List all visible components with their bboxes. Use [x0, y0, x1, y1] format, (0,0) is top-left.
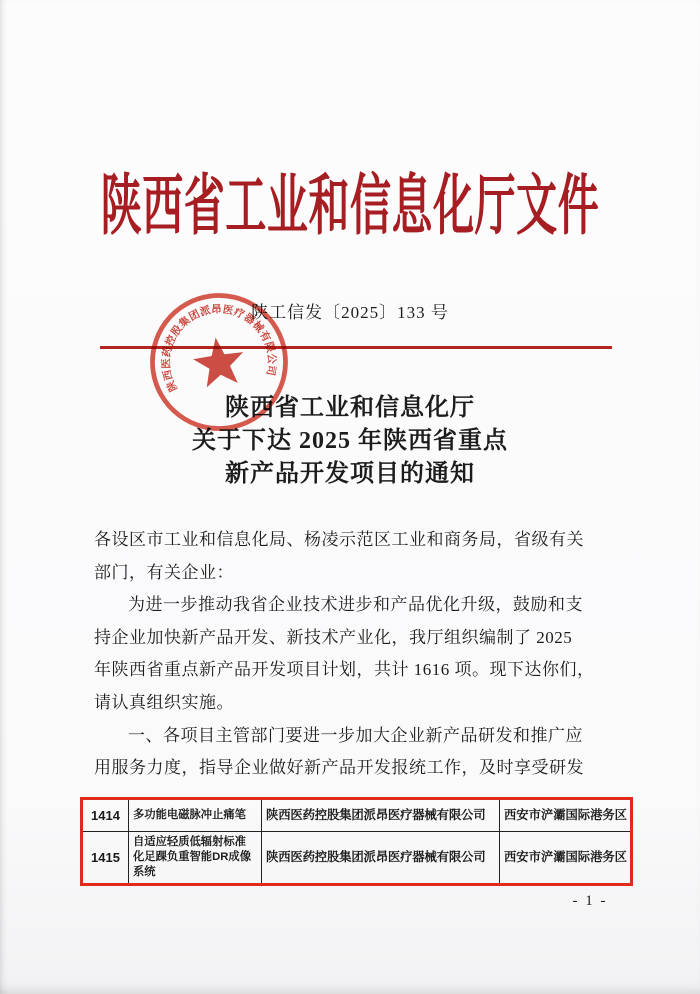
- project-name-cell: 多功能电磁脉冲止痛笔: [129, 799, 262, 832]
- seal-arc-text: 陕西医药控股集团派昂医疗器械有限公司: [161, 304, 277, 393]
- highlighted-projects-table: [80, 797, 633, 886]
- district-cell: 西安市浐灞国际港务区: [500, 832, 632, 885]
- notice-title-line1: 陕西省工业和信息化厅: [225, 395, 475, 421]
- company-name-cell: 陕西医药控股集团派昂医疗器械有限公司: [262, 832, 500, 885]
- notice-title-line3: 新产品开发项目的通知: [225, 461, 475, 487]
- body-line: 各设区市工业和信息化局、杨凌示范区工业和商务局，省级有关: [94, 530, 584, 549]
- notice-body: [94, 524, 610, 785]
- body-line: 年陕西省重点新产品开发项目计划，共计 1616 项。现下达你们，: [94, 660, 595, 680]
- project-id-cell: 1414: [82, 799, 129, 832]
- body-line: 请认真组织实施。: [94, 692, 234, 712]
- body-line: 为进一步推动我省企业技术进步和产品优化升级，鼓励和支: [128, 595, 583, 615]
- body-line: 一、各项目主管部门要进一步加大企业新产品研发和推广应: [128, 725, 583, 745]
- table-row: [82, 832, 632, 885]
- document-number: 陕工信发〔2025〕133 号: [251, 303, 449, 322]
- notice-title-line2: 关于下达 2025 年陕西省重点: [192, 428, 508, 454]
- company-name-cell: 陕西医药控股集团派昂医疗器械有限公司: [262, 799, 500, 832]
- official-seal: [143, 286, 295, 438]
- letterhead-title: 陕西省工业和信息化厅文件: [100, 170, 600, 243]
- project-id-cell: 1415: [82, 832, 129, 885]
- body-line: 持企业加快新产品开发、新技术产业化，我厅组织编制了 2025: [94, 627, 573, 647]
- page-number: - 1 -: [572, 893, 608, 909]
- body-line: 用服务力度，指导企业做好新产品开发报统工作，及时享受研发: [94, 758, 584, 778]
- notice-title: [0, 392, 700, 491]
- seal-star-icon: [191, 334, 248, 389]
- table-row: [82, 799, 632, 832]
- project-name-cell: 自适应轻质低辐射标准化足踝负重智能DR成像系统: [129, 832, 262, 885]
- district-cell: 西安市浐灞国际港务区: [500, 799, 632, 832]
- body-line: 部门，有关企业：: [94, 562, 234, 582]
